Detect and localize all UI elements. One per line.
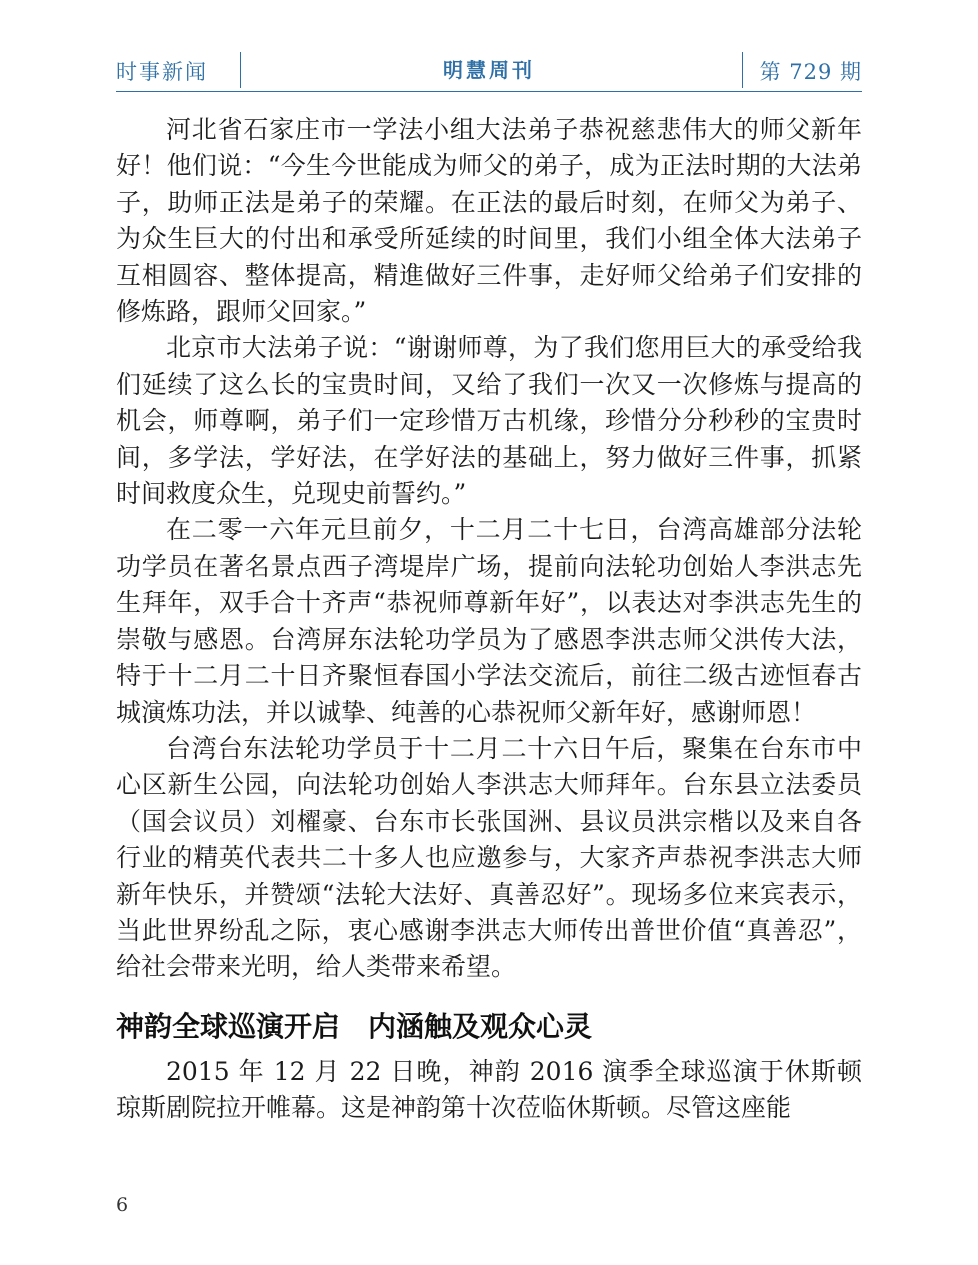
article-headline: 神韵全球巡演开启 内涵触及观众心灵 bbox=[116, 1009, 593, 1043]
article-body bbox=[116, 112, 862, 1127]
section-label: 时事新闻 bbox=[116, 60, 208, 84]
paragraph-taiwan-taitung: 台湾台东法轮功学员于十二月二十六日午后，聚集在台东市中心区新生公园，向法轮功创始人李洪志大师拜年。台东县立法委员（国会议员）刘櫂豪、台东市长张国洲、县议员洪宗楷以及来自各行业的精英代表共二十多人也应邀参与，大家齐声恭祝李洪志大师新年快乐，并赞颂“法轮大法好、真善忍好”。现场多位来宾表示，当此世界纷乱之际，衷心感谢李洪志大师传出普世价值“真善忍”，给社会带来光明，给人类带来希望。 bbox=[116, 733, 862, 982]
publication-title: 明慧周刊 bbox=[443, 58, 535, 82]
paragraph-beijing: 北京市大法弟子说：“谢谢师尊，为了我们您用巨大的承受给我们延续了这么长的宝贵时间，又给了我们一次又一次修炼与提高的机会，师尊啊，弟子们一定珍惜万古机缘，珍惜分分秒秒的宝贵时间，多学法，学好法，在学好法的基础上，努力做好三件事，抓紧时间救度众生，兑现史前誓约。” bbox=[116, 333, 862, 509]
paragraph-shen-yun: 2015 年 12 月 22 日晚，神韵 2016 演季全球巡演于休斯顿琼斯剧院拉开帷幕。这是神韵第十次莅临休斯顿。尽管这座能 bbox=[116, 1056, 862, 1123]
header-rule bbox=[116, 91, 862, 92]
issue-number: 第 729 期 bbox=[759, 60, 862, 84]
header-divider-right bbox=[742, 52, 743, 88]
paragraph-taiwan-kaohsiung: 在二零一六年元旦前夕，十二月二十七日，台湾高雄部分法轮功学员在著名景点西子湾堤岸广场，提前向法轮功创始人李洪志先生拜年，双手合十齐声“恭祝师尊新年好”，以表达对李洪志先生的崇敬与感恩。台湾屏东法轮功学员为了感恩李洪志师父洪传大法，特于十二月二十日齐聚恒春国小学法交流后，前往二级古迹恒春古城演炼功法，并以诚挚、纯善的心恭祝师父新年好，感谢师恩！ bbox=[116, 515, 862, 727]
paragraph-hebei: 河北省石家庄市一学法小组大法弟子恭祝慈悲伟大的师父新年好！他们说：“今生今世能成为师父的弟子，成为正法时期的大法弟子，助师正法是弟子的荣耀。在正法的最后时刻，在师父为弟子、为众生巨大的付出和承受所延续的时间里，我们小组全体大法弟子互相圆容、整体提高，精進做好三件事，走好师父给弟子们安排的修炼路，跟师父回家。” bbox=[116, 115, 862, 327]
page-header bbox=[116, 44, 862, 92]
page-number: 6 bbox=[116, 1194, 129, 1216]
